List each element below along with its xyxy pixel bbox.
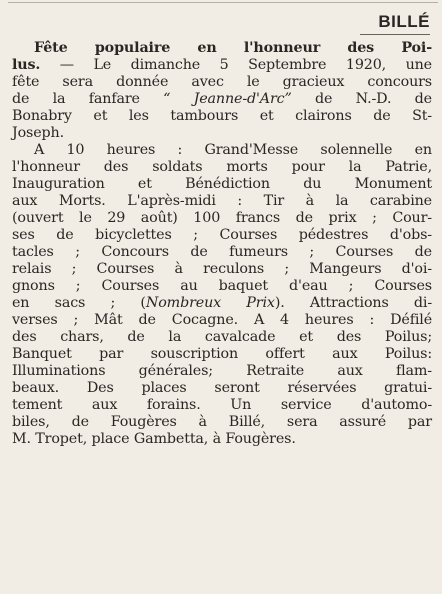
- article-line: biles, de Fougères à Billé, sera assuré par: [12, 414, 432, 430]
- text-run: ). Attractions di-: [274, 295, 433, 311]
- article-line: M. Tropet, place Gambetta, à Fougères.: [12, 431, 296, 447]
- section-heading: BILLÉ: [378, 12, 430, 31]
- article-line: l'honneur des soldats morts pour la Patrie,: [12, 159, 432, 175]
- text-run: de la fanfare: [12, 91, 164, 107]
- article-line: [12, 57, 432, 74]
- article-line: beaux. Des places seront réservées gratui-: [12, 380, 432, 396]
- heading-underline: [360, 34, 430, 35]
- article-line: relais ; Courses à reculons ; Mangeurs d'oi-: [12, 261, 432, 277]
- article-line: (ouvert le 29 août) 100 francs de prix ; Cour-: [12, 210, 432, 226]
- article-line: Illuminations générales; Retraite aux flam-: [12, 363, 432, 379]
- article-line: [12, 295, 432, 312]
- italic-text: “ Jeanne-d'Arc”: [163, 91, 292, 107]
- article-line: tacles ; Concours de fumeurs ; Courses de: [12, 244, 432, 260]
- top-rule: [8, 2, 438, 3]
- article-line: Joseph.: [12, 125, 64, 141]
- text-run: — Le dimanche 5 Septembre 1920, une: [40, 57, 432, 73]
- article-line: Bonabry et les tambours et clairons de St-: [12, 108, 432, 124]
- article-line: des chars, de la cavalcade et des Poilus;: [12, 329, 432, 345]
- article-line: Inauguration et Bénédiction du Monument: [12, 176, 432, 192]
- article-line: aux Morts. L'après-midi : Tir à la carabine: [12, 193, 432, 209]
- article-line: [12, 91, 432, 108]
- article-body: [12, 40, 432, 448]
- article-line: Banquet par souscription offert aux Poilus:: [12, 346, 432, 362]
- bold-text: Fête populaire en l'honneur des Poi-: [34, 40, 432, 56]
- italic-text: Nombreux Prix: [145, 295, 275, 311]
- article-line: fête sera donnée avec le gracieux concours: [12, 74, 432, 90]
- article-line: tement aux forains. Un service d'automo-: [12, 397, 432, 413]
- bold-text: lus.: [12, 57, 41, 73]
- text-run: en sacs ; (: [12, 295, 146, 311]
- article-line: A 10 heures : Grand'Messe solennelle en: [34, 142, 432, 158]
- article-line: ses de bicyclettes ; Courses pédestres d'obs-: [12, 227, 432, 243]
- article-line: gnons ; Courses au baquet d'eau ; Courses: [12, 278, 432, 294]
- text-run: de N.-D. de: [291, 91, 432, 107]
- article-line: verses ; Mât de Cocagne. A 4 heures : Défilé: [12, 312, 432, 328]
- article-line: [12, 40, 432, 57]
